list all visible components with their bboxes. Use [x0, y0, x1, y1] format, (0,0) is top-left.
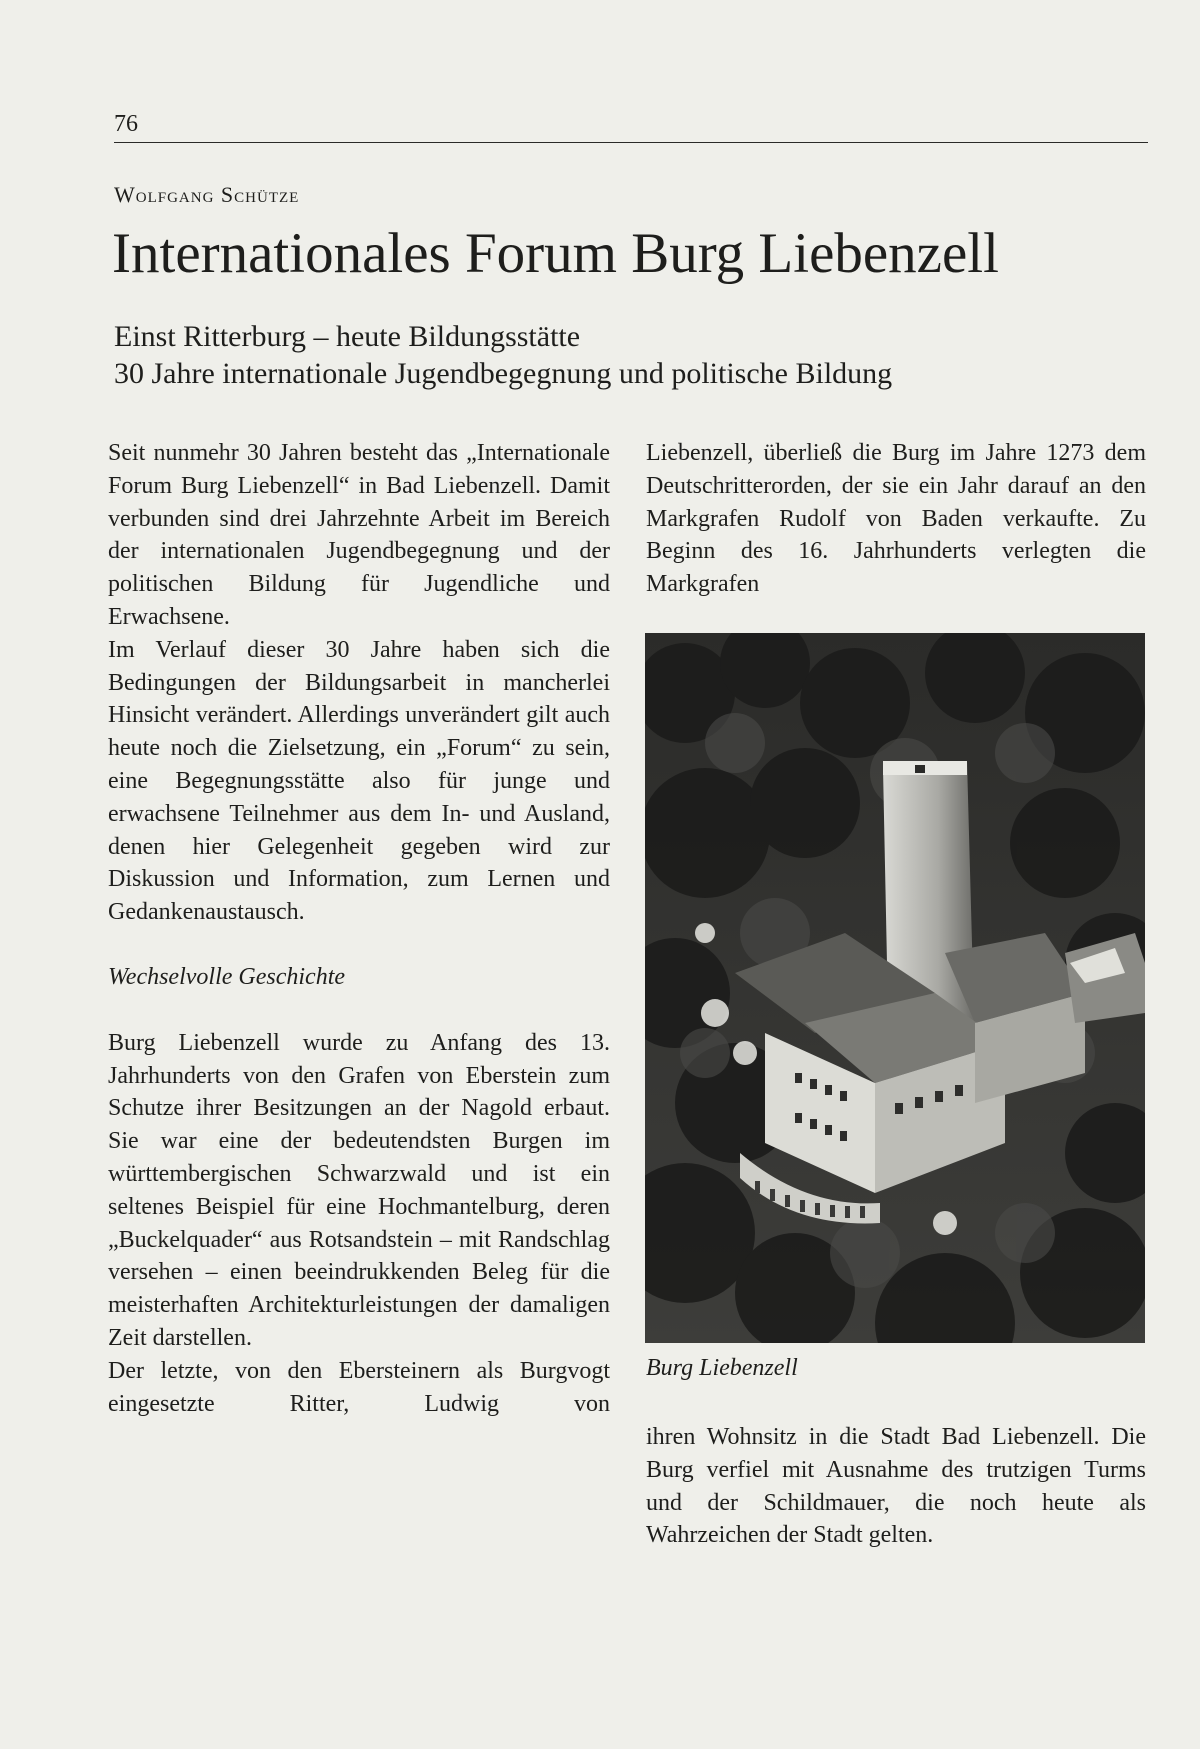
page-number: 76 [114, 111, 138, 137]
left-column [108, 437, 610, 1420]
subtitle-line-1: Einst Ritterburg – heute Bildungsstätte [114, 320, 581, 353]
paragraph-history: Burg Liebenzell wurde zu Anfang des 13. Jahrhunderts von den Grafen von Eberstein zum Schutze ihrer Besitzungen an der Nagold erbaut. Sie war eine der bedeutendsten Burgen im württembergischen Schwarzwald und ist ein seltenes Beispiel für eine Hochmantelburg, deren „Buckelquader“ aus Rotsandstein – mit Randschlag versehen – einen beeindrukkenden Beleg für die meisterhaften Architekturleistungen der damaligen Zeit darstellen. [108, 1029, 610, 1351]
photo-caption: Burg Liebenzell [646, 1355, 798, 1381]
subtitle-line-2: 30 Jahre internationale Jugendbegegnung und politische Bildung [114, 357, 893, 390]
castle-photo-illustration [645, 633, 1145, 1343]
right-column-top: Liebenzell, überließ die Burg im Jahre 1273 dem Deutschritterorden, der sie ein Jahr darauf an den Markgrafen Rudolf von Baden verkaufte. Zu Beginn des 16. Jahrhunderts verlegten die Markgrafen [646, 440, 1146, 598]
paragraph-ludwig: Der letzte, von den Ebersteinern als Burgvogt eingesetzte Ritter, Ludwig von [108, 1357, 610, 1417]
author-name: Wolfgang Schütze [114, 182, 300, 207]
paragraph-forum: Im Verlauf dieser 30 Jahre haben sich die Bedingungen der Bildungsarbeit in mancherlei Hinsicht verändert. Allerdings unverändert gilt auch heute noch die Zielsetzung, ein „Forum“ zu sein, eine Begegnungsstätte also für junge und erwachsene Teilnehmer aus dem In- und Ausland, denen hier Gelegenheit gegeben wird zur Diskussion und Information, zum Lernen und Gedankenaustausch. [108, 636, 610, 926]
castle-photo [645, 633, 1145, 1343]
right-column-bottom: ihren Wohnsitz in die Stadt Bad Liebenzell. Die Burg verfiel mit Ausnahme des trutzigen Turms und der Schildmauer, die noch heute als Wahrzeichen der Stadt gelten. [646, 1424, 1146, 1549]
paragraph-intro: Seit nunmehr 30 Jahren besteht das „Internationale Forum Burg Liebenzell“ in Bad Liebenzell. Damit verbunden sind drei Jahrzehnte Arbeit im Bereich der internationalen Jugendbegegnung und der politischen Bildung für Jugendliche und Erwachsene. [108, 440, 610, 630]
article-title: Internationales Forum Burg Liebenzell [112, 222, 999, 285]
section-heading: Wechselvolle Geschichte [108, 963, 346, 990]
header-rule [114, 142, 1148, 143]
article-subtitle [114, 318, 892, 392]
